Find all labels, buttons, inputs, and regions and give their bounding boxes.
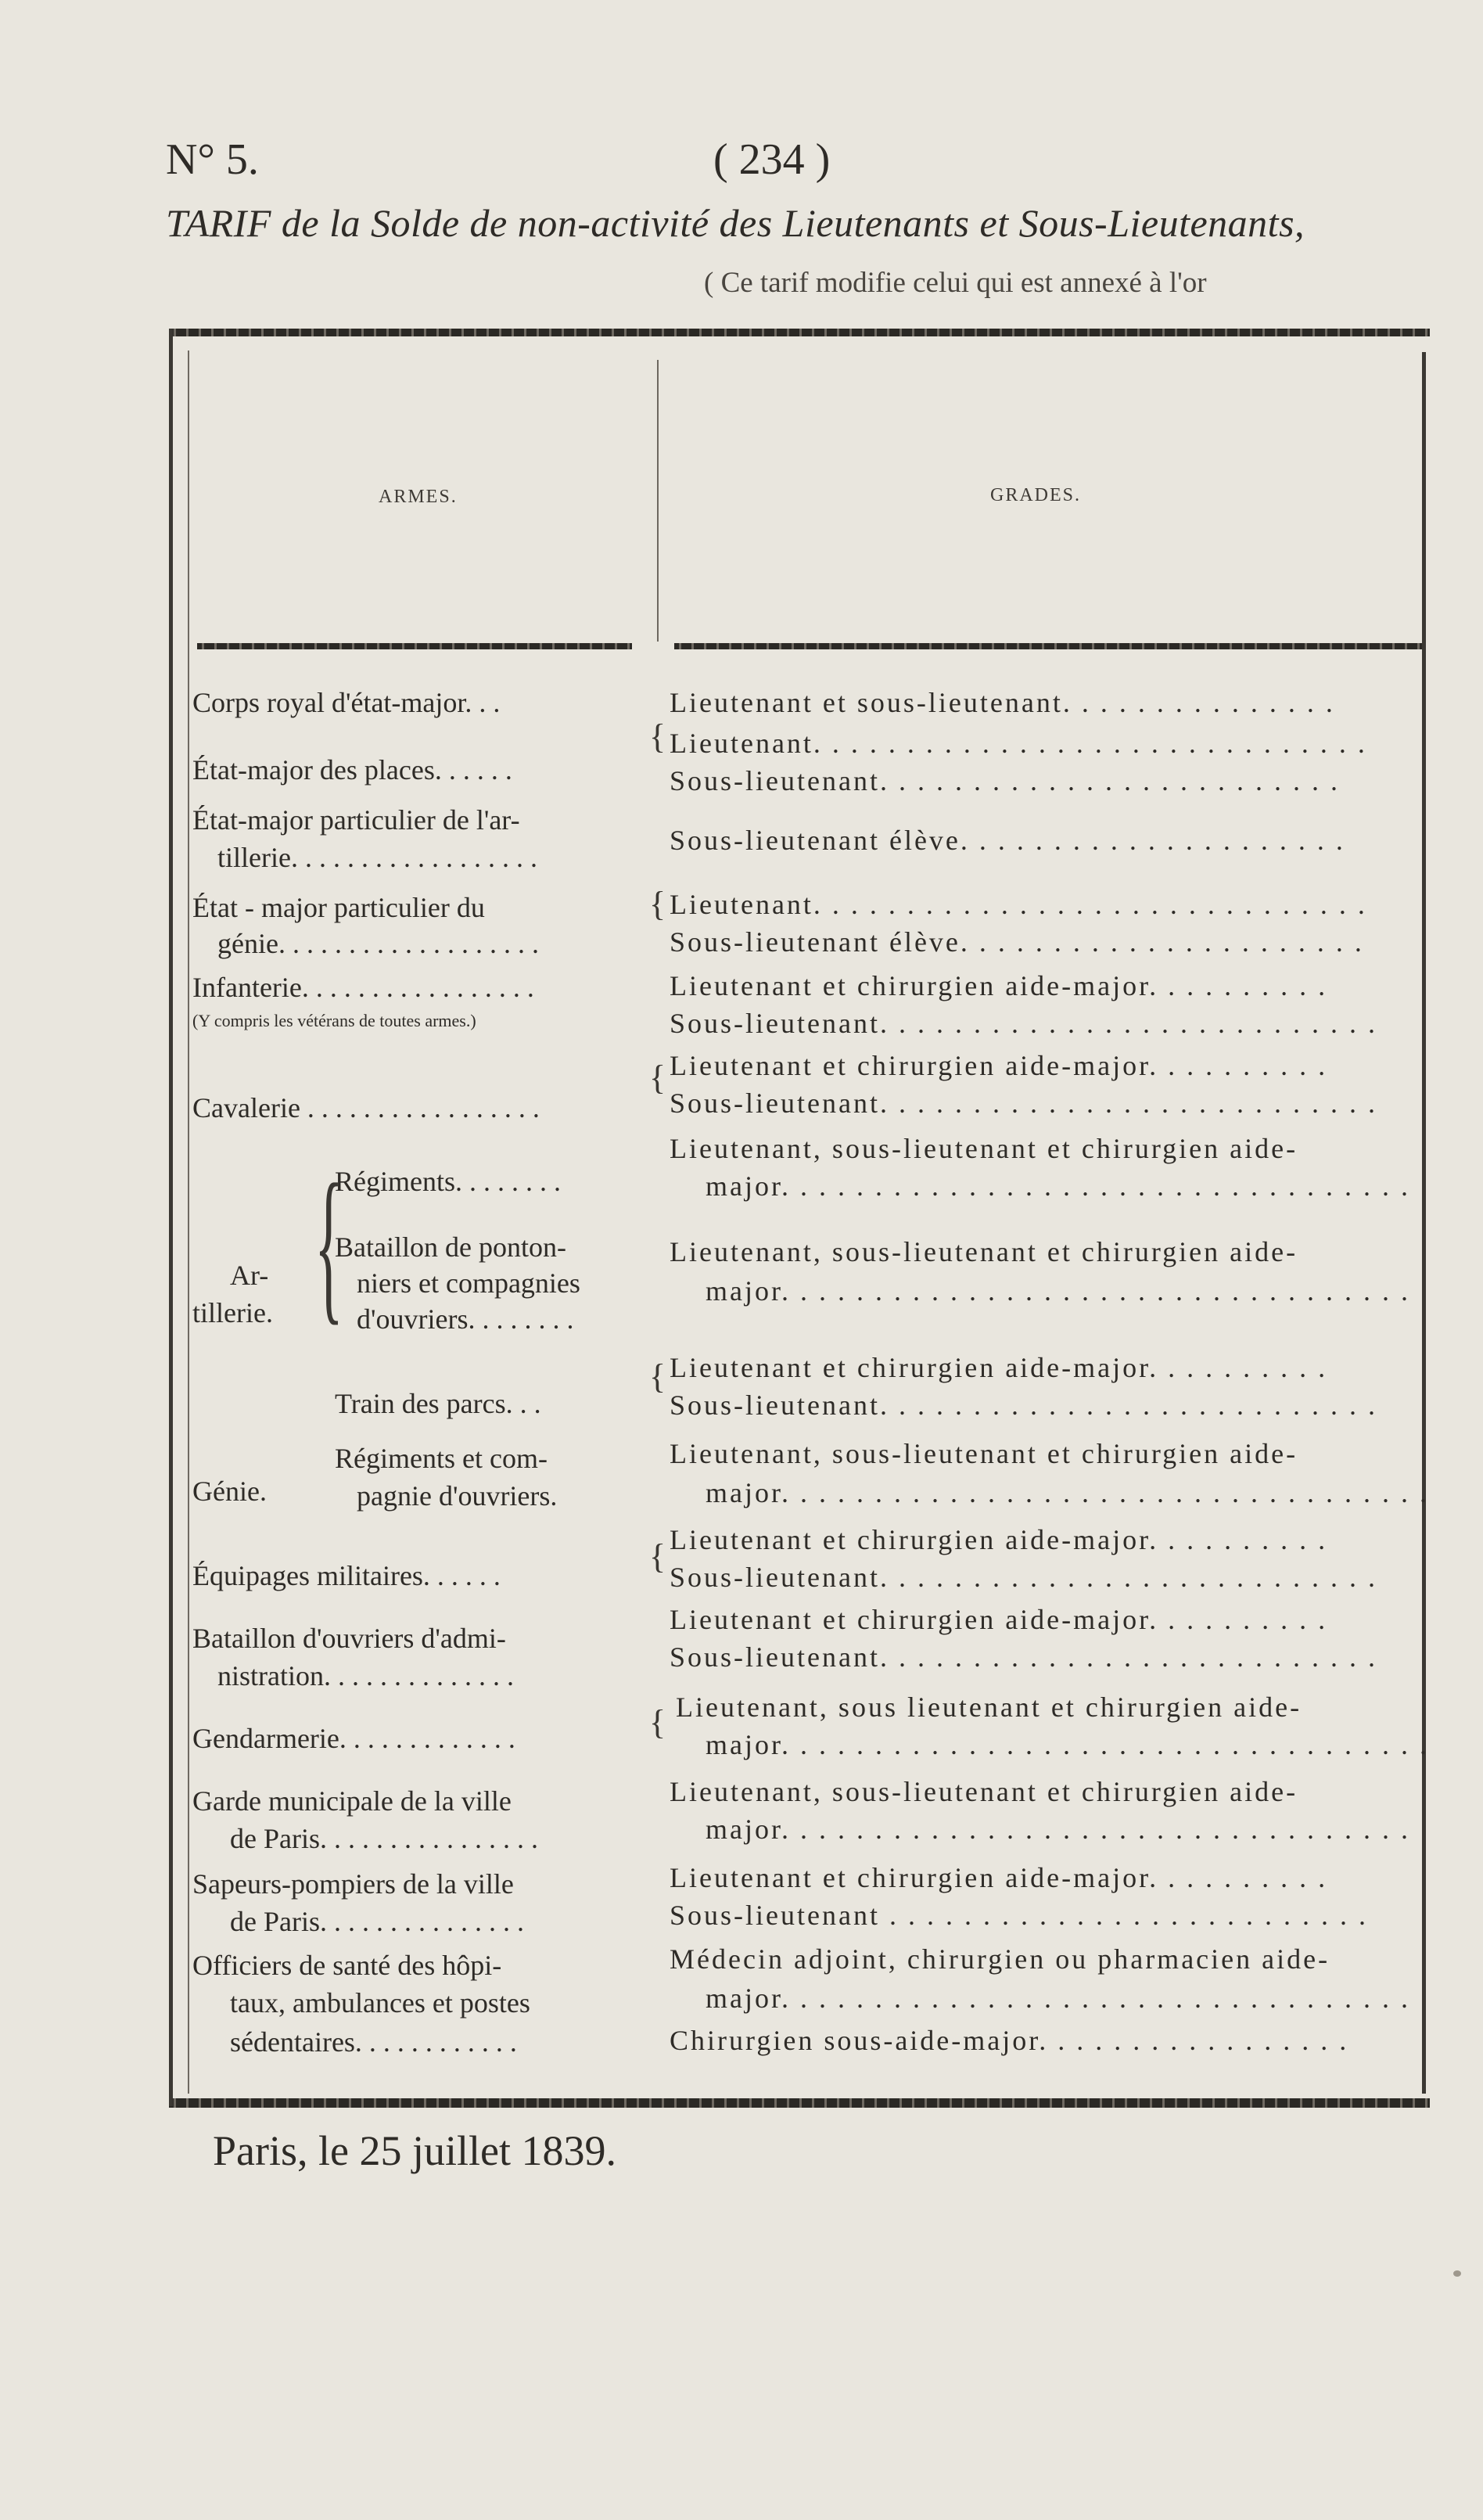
table-bottom-rule <box>169 2098 1430 2108</box>
sub-arme-cell-cont: niers et compagnies <box>357 1267 580 1299</box>
grade-cell: Lieutenant et chirurgien aide-major. . . . . . . . . . <box>670 1604 1328 1635</box>
grade-cell: Lieutenant, sous-lieutenant et chirurgien aide- <box>670 1438 1298 1469</box>
table-top-rule <box>169 329 1430 336</box>
arme-cell-note: (Y compris les vétérans de toutes armes.) <box>192 1011 476 1030</box>
arme-cell: Sapeurs-pompiers de la ville <box>192 1868 514 1900</box>
grade-cell: Lieutenant et chirurgien aide-major. . . . . . . . . . <box>670 1862 1328 1893</box>
sub-arme-cell: Régiments et com- <box>335 1443 548 1474</box>
document-note: ( Ce tarif modifie celui qui est annexé à l'or <box>704 267 1207 299</box>
document-number: N° 5. <box>166 135 259 184</box>
brace: { <box>649 1357 666 1396</box>
arme-cell: Garde municipale de la ville <box>192 1785 512 1817</box>
grade-cell: Sous-lieutenant. . . . . . . . . . . . . . . . . . . . . . . . . . . <box>670 1087 1377 1119</box>
footer-date: Paris, le 25 juillet 1839. <box>213 2127 616 2174</box>
arme-cell-cont: de Paris. . . . . . . . . . . . . . . . <box>230 1823 538 1854</box>
grade-cell: Lieutenant et chirurgien aide-major. . . . . . . . . . <box>670 970 1328 1001</box>
group-label: Génie. <box>192 1476 267 1507</box>
grade-cell: Sous-lieutenant. . . . . . . . . . . . . . . . . . . . . . . . . . . <box>670 1562 1377 1593</box>
grade-cell: Sous-lieutenant . . . . . . . . . . . . . . . . . . . . . . . . . . <box>670 1900 1368 1931</box>
arme-cell-cont: génie. . . . . . . . . . . . . . . . . . . <box>217 928 539 959</box>
grade-cell: Lieutenant, sous-lieutenant et chirurgien aide- <box>670 1236 1298 1267</box>
column-divider <box>657 360 659 642</box>
grade-cell: Lieutenant et chirurgien aide-major. . . . . . . . . . <box>670 1050 1328 1081</box>
arme-cell-cont: sédentaires. . . . . . . . . . . . <box>230 2026 517 2058</box>
arme-cell-cont: taux, ambulances et postes <box>230 1987 530 2019</box>
grade-cell: Lieutenant. . . . . . . . . . . . . . . . . . . . . . . . . . . . . . <box>670 728 1367 759</box>
group-brace: { <box>314 1149 343 1339</box>
arme-cell: Bataillon d'ouvriers d'admi- <box>192 1623 506 1654</box>
brace: { <box>649 1537 666 1576</box>
arme-cell-cont: tillerie. . . . . . . . . . . . . . . . . . <box>217 842 537 873</box>
sub-arme-cell: Train des parcs. . . <box>335 1388 541 1419</box>
arme-cell: Infanterie. . . . . . . . . . . . . . . . . <box>192 972 534 1003</box>
arme-cell: État-major particulier de l'ar- <box>192 804 520 836</box>
arme-cell: Équipages militaires. . . . . . <box>192 1560 501 1591</box>
grade-cell: major. . . . . . . . . . . . . . . . . . . . . . . . . . . . . . . . . . <box>706 1814 1410 1845</box>
grade-cell: Lieutenant, sous-lieutenant et chirurgien aide- <box>670 1133 1298 1164</box>
arme-cell: État - major particulier du <box>192 892 485 923</box>
armes-header-rule <box>197 643 632 649</box>
grade-cell: Lieutenant, sous-lieutenant et chirurgien aide- <box>670 1776 1298 1807</box>
grade-cell: major. . . . . . . . . . . . . . . . . . . . . . . . . . . . . . . . . . <box>706 1983 1410 2014</box>
document-title: TARIF de la Solde de non-activité des Lieutenants et Sous-Lieutenants, <box>166 201 1305 245</box>
arme-cell-cont: nistration. . . . . . . . . . . . . . <box>217 1660 514 1691</box>
grade-cell: Chirurgien sous-aide-major. . . . . . . . . . . . . . . . . <box>670 2025 1349 2056</box>
grade-cell: major. . . . . . . . . . . . . . . . . . . . . . . . . . . . . . . . . . <box>706 1275 1410 1307</box>
grade-cell: Sous-lieutenant. . . . . . . . . . . . . . . . . . . . . . . . . . . <box>670 1641 1377 1673</box>
brace: { <box>649 1059 666 1097</box>
table-inner-left-rule <box>188 350 189 2094</box>
grade-cell: major. . . . . . . . . . . . . . . . . . . . . . . . . . . . . . . . . . . <box>706 1729 1429 1760</box>
brace: { <box>649 1703 666 1742</box>
grade-cell: major. . . . . . . . . . . . . . . . . . . . . . . . . . . . . . . . . . <box>706 1170 1410 1202</box>
group-label: Ar- <box>230 1260 269 1291</box>
grade-cell: Lieutenant et chirurgien aide-major. . . . . . . . . . <box>670 1524 1328 1555</box>
grade-cell: Sous-lieutenant. . . . . . . . . . . . . . . . . . . . . . . . . . . <box>670 1008 1377 1039</box>
arme-cell: Officiers de santé des hôpi- <box>192 1950 502 1981</box>
grade-cell: Médecin adjoint, chirurgien ou pharmacien aide- <box>670 1943 1330 1975</box>
page-number: ( 234 ) <box>713 135 831 184</box>
arme-cell: État-major des places. . . . . . <box>192 754 512 785</box>
table-right-rule <box>1422 352 1426 2094</box>
sub-arme-cell-cont: d'ouvriers. . . . . . . . <box>357 1303 574 1335</box>
grade-cell: Sous-lieutenant élève. . . . . . . . . . . . . . . . . . . . . . <box>670 926 1364 958</box>
arme-cell: Gendarmerie. . . . . . . . . . . . . <box>192 1723 515 1754</box>
tariff-table <box>169 329 1430 2106</box>
column-header-armes: ARMES. <box>379 487 458 507</box>
grade-cell: Lieutenant, sous lieutenant et chirurgien aide- <box>676 1691 1302 1723</box>
sub-arme-cell: Bataillon de ponton- <box>335 1231 566 1263</box>
arme-cell-cont: de Paris. . . . . . . . . . . . . . . <box>230 1906 524 1937</box>
grade-cell: Sous-lieutenant élève. . . . . . . . . . . . . . . . . . . . . <box>670 825 1345 856</box>
grade-cell: Sous-lieutenant. . . . . . . . . . . . . . . . . . . . . . . . . <box>670 765 1340 796</box>
sub-arme-cell: Régiments. . . . . . . . <box>335 1166 561 1197</box>
grade-cell: Lieutenant et chirurgien aide-major. . . . . . . . . . <box>670 1352 1328 1383</box>
paper-speck <box>1453 2270 1461 2277</box>
brace: { <box>649 885 666 923</box>
grade-cell: Lieutenant et sous-lieutenant. . . . . . . . . . . . . . . <box>670 687 1335 718</box>
group-label-cont: tillerie. <box>192 1297 273 1328</box>
brace: { <box>649 717 666 756</box>
column-header-grades: GRADES. <box>990 485 1082 505</box>
table-left-rule <box>169 329 173 2106</box>
grade-cell: Lieutenant. . . . . . . . . . . . . . . . . . . . . . . . . . . . . . <box>670 889 1367 920</box>
arme-cell: Corps royal d'état-major. . . <box>192 687 501 718</box>
grades-header-rule <box>674 643 1422 649</box>
grade-cell: Sous-lieutenant. . . . . . . . . . . . . . . . . . . . . . . . . . . <box>670 1389 1377 1421</box>
sub-arme-cell-cont: pagnie d'ouvriers. <box>357 1480 558 1512</box>
grade-cell: major. . . . . . . . . . . . . . . . . . . . . . . . . . . . . . . . . . . <box>706 1477 1429 1508</box>
arme-cell: Cavalerie . . . . . . . . . . . . . . . . . <box>192 1092 540 1123</box>
